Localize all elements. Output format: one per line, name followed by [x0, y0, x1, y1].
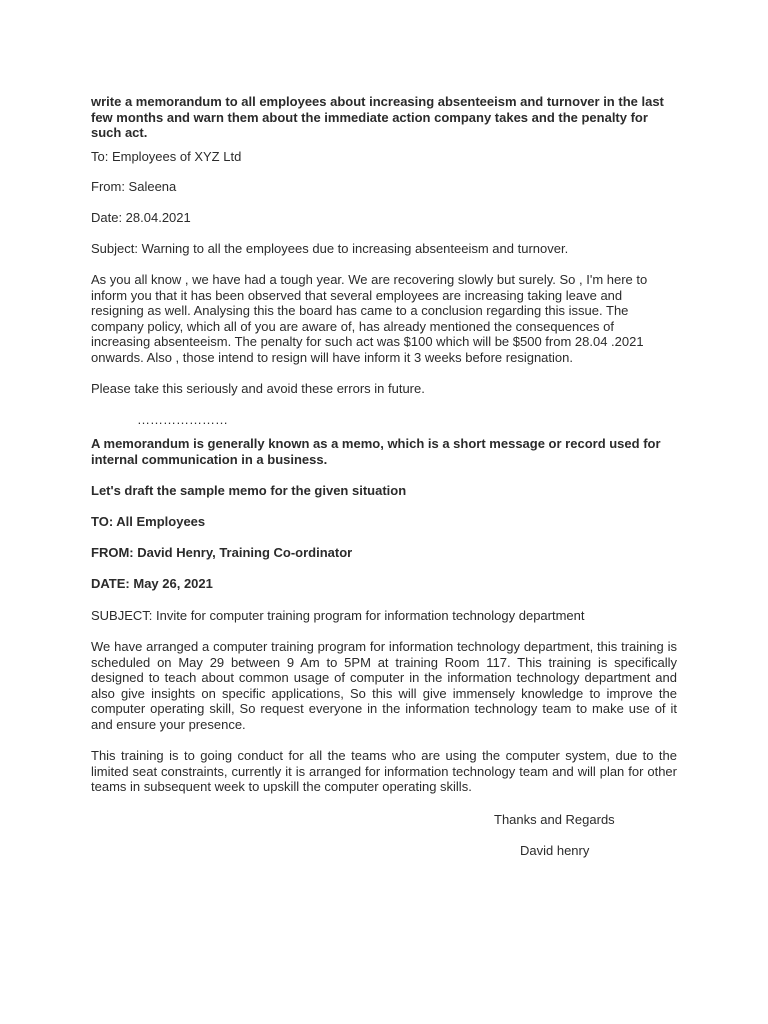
memo2-from: FROM: David Henry, Training Co-ordinator [91, 545, 353, 560]
draft-lead-in: Let's draft the sample memo for the given situation [91, 483, 407, 498]
memo1-to: To: Employees of XYZ Ltd [91, 149, 242, 164]
memo1-closing: Please take this seriously and avoid these errors in future. [91, 381, 425, 396]
memo2-signoff: Thanks and Regards [494, 812, 615, 827]
memo2-body-paragraph-2: This training is to going conduct for all the teams who are using the computer system, due to the limited seat constraints, currently it is arranged for information technology team and will plan for other teams in subsequent week to upskill the computer operating skills. [91, 748, 677, 794]
memo2-body-paragraph-1: We have arranged a computer training program for information technology department, this training is scheduled on May 29 between 9 Am to 5PM at training Room 117. This training is specifically designed to teach about common usage of computer in the information technology department and also give insights on specific applications, So this will give immensely knowledge to improve the computer operating skill, So request everyone in the information technology team to make use of it and ensure your presence. [91, 639, 677, 732]
memo1-date: Date: 28.04.2021 [91, 210, 191, 225]
section-separator: ………………… [137, 412, 228, 427]
memo1-from: From: Saleena [91, 179, 177, 194]
memo2-to: TO: All Employees [91, 514, 206, 529]
assignment-prompt: write a memorandum to all employees about increasing absenteeism and turnover in the last few months and warn them about the immediate action company takes and the penalty for such act. [91, 94, 664, 140]
memo2-date: DATE: May 26, 2021 [91, 576, 213, 591]
memo1-subject: Subject: Warning to all the employees due to increasing absenteeism and turnover. [91, 241, 569, 256]
memo-definition: A memorandum is generally known as a memo, which is a short message or record used for internal communication in a business. [91, 436, 661, 467]
memo1-body: As you all know , we have had a tough year. We are recovering slowly but surely. So , I'm here to inform you that it has been observed that several employees are increasing taking leave and resigning as well. Analysing this the board has came to a conclusion regarding this issue. The company policy, which all of you are aware of, has already mentioned the consequences of increasing absenteeism. The penalty for such act was $100 which will be $500 from 28.04 .2021 onwards. Also , those intend to resign will have inform it 3 weeks before resignation. [91, 272, 648, 365]
memo2-signature: David henry [520, 843, 590, 858]
memo2-subject: SUBJECT: Invite for computer training program for information technology department [91, 608, 585, 623]
